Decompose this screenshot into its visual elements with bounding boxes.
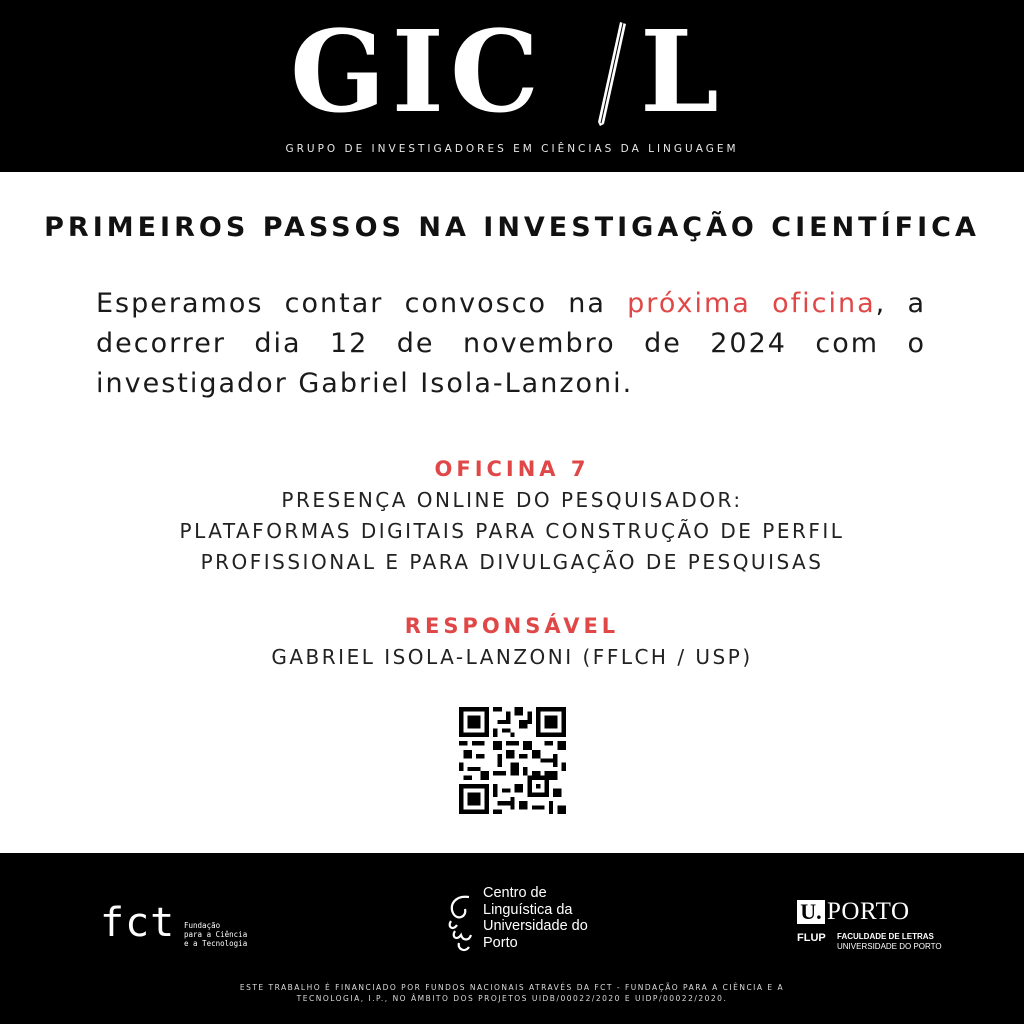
uporto-u-mark: U. bbox=[797, 900, 825, 924]
header-subtitle: GRUPO DE INVESTIGADORES EM CIÊNCIAS DA LINGUAGEM bbox=[285, 143, 739, 155]
footer-banner bbox=[0, 853, 1024, 1024]
workshop-title-line: PROFISSIONAL E PARA DIVULGAÇÃO DE PESQUISAS bbox=[200, 550, 824, 574]
funding-notice bbox=[0, 982, 1024, 1004]
clup-logo-text: Centro de Linguística da Universidade do Porto bbox=[483, 885, 588, 951]
logo-text-l: L bbox=[640, 7, 725, 138]
page-title: PRIMEIROS PASSOS NA INVESTIGAÇÃO CIENTÍFICA bbox=[44, 212, 980, 243]
flup-label: FLUP bbox=[797, 932, 826, 944]
gicl-logo bbox=[290, 7, 734, 138]
responsible-label: RESPONSÁVEL bbox=[404, 614, 620, 638]
clup-logo bbox=[443, 885, 603, 957]
workshop-title bbox=[0, 485, 1024, 578]
intro-highlight: próxima oficina bbox=[627, 288, 876, 319]
funding-line: TECNOLOGIA, I.P., NO ÂMBITO DOS PROJETOS UIDB/00022/2020 E UIDP/00022/2020. bbox=[296, 994, 728, 1003]
intro-text-end: , a decorrer dia 12 de novembro de 2024 com o investigador Gabriel Isola-Lanzoni. bbox=[96, 288, 926, 399]
university-name: UNIVERSIDADE DO PORTO bbox=[837, 942, 942, 951]
intro-text-start: Esperamos contar convosco na bbox=[96, 288, 628, 319]
workshop-title-line: PLATAFORMAS DIGITAIS PARA CONSTRUÇÃO DE PERFIL bbox=[179, 519, 845, 543]
intro-paragraph bbox=[96, 284, 926, 404]
fct-logo bbox=[100, 901, 260, 951]
pen-slash-icon bbox=[592, 22, 632, 126]
header-banner bbox=[0, 0, 1024, 172]
uporto-wordmark: PORTO bbox=[827, 898, 910, 925]
uporto-logo bbox=[797, 898, 967, 958]
logo-text-gic: GIC bbox=[290, 7, 546, 138]
fct-logo-caption: Fundação para a Ciência e a Tecnologia bbox=[184, 921, 248, 948]
workshop-label: OFICINA 7 bbox=[434, 457, 590, 481]
funding-line: ESTE TRABALHO É FINANCIADO POR FUNDOS NACIONAIS ATRAVÉS DA FCT - FUNDAÇÃO PARA A CIÊNCIA E A bbox=[239, 983, 785, 992]
clup-script-icon bbox=[443, 891, 479, 953]
fct-logo-mark: fct bbox=[100, 900, 176, 946]
responsible-name: GABRIEL ISOLA-LANZONI (FFLCH / USP) bbox=[271, 645, 753, 669]
faculty-name: FACULDADE DE LETRAS bbox=[837, 932, 934, 941]
qr-code[interactable] bbox=[459, 707, 566, 814]
workshop-title-line: PRESENÇA ONLINE DO PESQUISADOR: bbox=[281, 488, 743, 512]
